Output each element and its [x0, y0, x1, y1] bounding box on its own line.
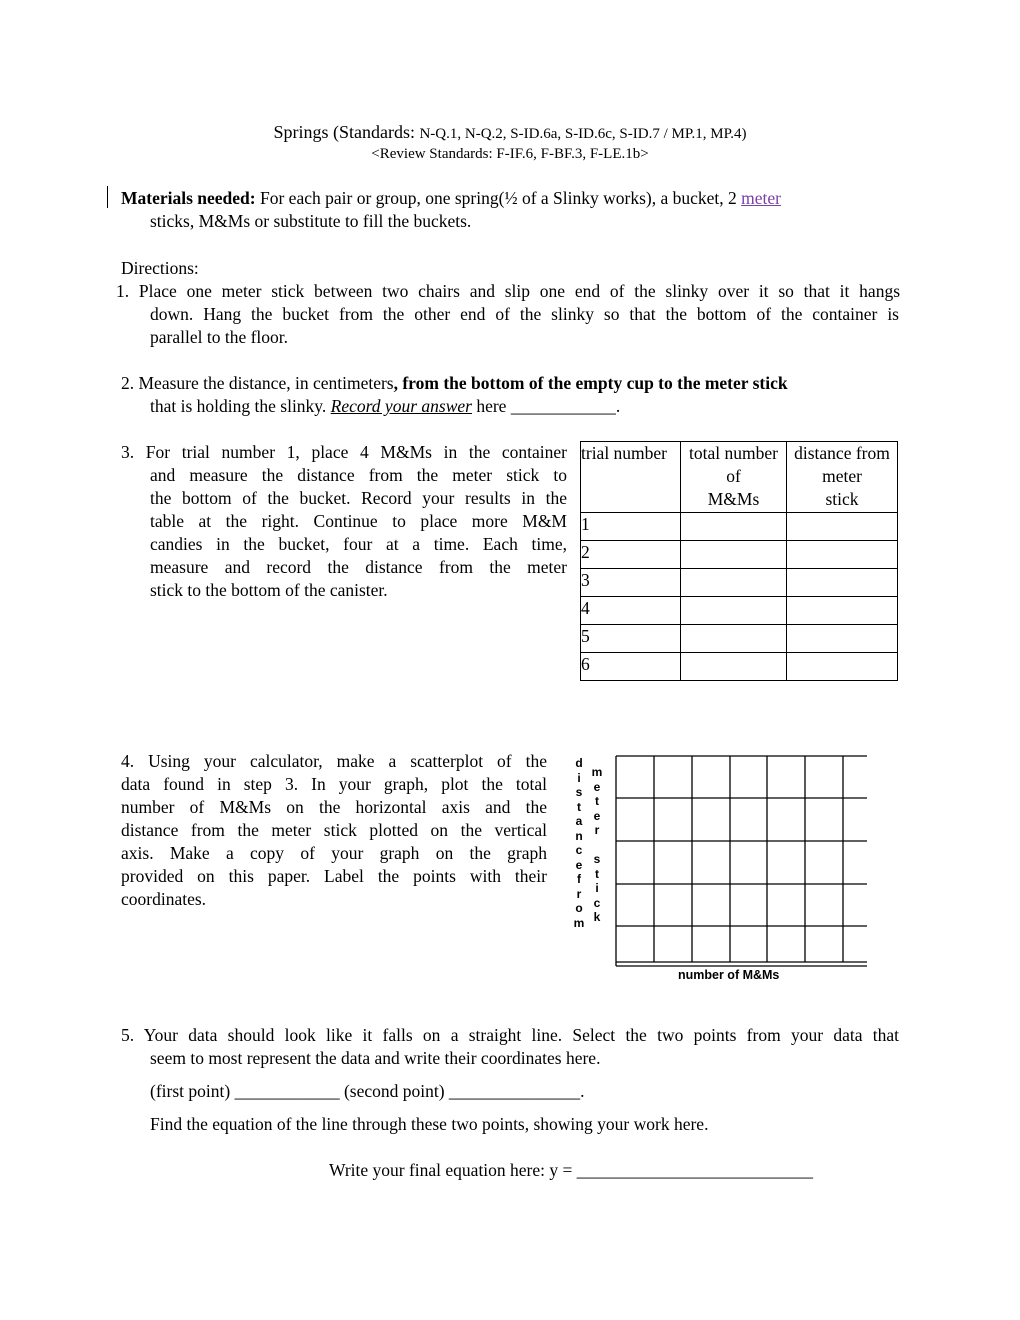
directions-heading: Directions: — [121, 258, 199, 278]
blank-graph-grid — [610, 750, 872, 972]
step4-line-6: provided on this paper. Label the points with their — [121, 866, 547, 886]
distance-cell[interactable] — [787, 653, 898, 681]
step3-line-3: the bottom of the bucket. Record your results in the — [150, 488, 567, 508]
mms-cell[interactable] — [681, 513, 787, 541]
step1-line-1: 1. Place one meter stick between two chairs and slip one end of the slinky over it so that it hangs — [116, 281, 900, 301]
step3-line-6: measure and record the distance from the meter — [150, 557, 567, 577]
table-row — [581, 597, 898, 625]
table-row — [581, 653, 898, 681]
grid-lines — [616, 756, 867, 966]
table-header-row — [581, 442, 898, 513]
step1-line-3: parallel to the floor. — [150, 327, 289, 347]
review-standards: <Review Standards: F-IF.6, F-BF.3, F-LE.1b> — [371, 146, 649, 162]
distance-cell[interactable] — [787, 625, 898, 653]
mms-cell[interactable] — [681, 597, 787, 625]
table-row — [581, 569, 898, 597]
y-axis-label-distance-from: d i s t a n c e f r o m — [573, 756, 585, 930]
step1-line-2: down. Hang the bucket from the other end of the slinky so that the bottom of the container is — [150, 304, 899, 324]
step2-line-1: 2. Measure the distance, in centimeters, from the bottom of the empty cup to the meter stick — [121, 373, 788, 393]
step3-line-1: 3. For trial number 1, place 4 M&Ms in the container — [121, 442, 567, 462]
mms-cell[interactable] — [681, 541, 787, 569]
trial-cell: 1 — [581, 513, 681, 541]
trial-table — [580, 441, 898, 681]
step4-line-4: distance from the meter stick plotted on the vertical — [121, 820, 547, 840]
change-bar — [107, 186, 108, 208]
step3-line-2: and measure the distance from the meter stick to — [150, 465, 567, 485]
points-line[interactable]: (first point) ____________ (second point) _______________. — [150, 1081, 585, 1101]
header-distance: distance from meter stick — [787, 442, 898, 513]
step4-line-2: data found in step 3. In your graph, plot the total — [121, 774, 547, 794]
step3-line-7: stick to the bottom of the canister. — [150, 580, 388, 600]
step5-line-1: 5. Your data should look like it falls on a straight line. Select the two points from your data that — [121, 1025, 899, 1045]
materials-line-1: Materials needed: For each pair or group, one spring(½ of a Slinky works), a bucket, 2 meter — [121, 188, 781, 208]
table-row — [581, 541, 898, 569]
step4-line-7: coordinates. — [121, 889, 207, 909]
trial-cell: 3 — [581, 569, 681, 597]
header-total-mms: total number of M&Ms — [681, 442, 787, 513]
step5-line-2: seem to most represent the data and write their coordinates here. — [150, 1048, 601, 1068]
table-row — [581, 513, 898, 541]
trial-cell: 5 — [581, 625, 681, 653]
distance-cell[interactable] — [787, 513, 898, 541]
final-equation-line[interactable]: Write your final equation here: y = ___________________________ — [329, 1160, 814, 1180]
mms-cell[interactable] — [681, 653, 787, 681]
mms-cell[interactable] — [681, 625, 787, 653]
x-axis-label: number of M&Ms — [678, 968, 780, 982]
step4-line-3: number of M&Ms on the horizontal axis and the — [121, 797, 547, 817]
meter-link[interactable]: meter — [741, 188, 781, 208]
trial-cell: 2 — [581, 541, 681, 569]
trial-cell: 4 — [581, 597, 681, 625]
mms-cell[interactable] — [681, 569, 787, 597]
distance-cell[interactable] — [787, 597, 898, 625]
trial-cell: 6 — [581, 653, 681, 681]
distance-cell[interactable] — [787, 569, 898, 597]
page-title: Springs (Standards: N-Q.1, N-Q.2, S-ID.6a, S-ID.6c, S-ID.7 / MP.1, MP.4) — [273, 122, 747, 142]
step3-line-5: candies in the bucket, four at a time. Each time, — [150, 534, 567, 554]
step3-line-4: table at the right. Continue to place more M&M — [150, 511, 567, 531]
step4-line-5: axis. Make a copy of your graph on the graph — [121, 843, 547, 863]
header-trial-number: trial number — [581, 442, 681, 513]
y-axis-label-meter-stick: m e t e r s t i c k — [591, 765, 603, 924]
table-row — [581, 625, 898, 653]
distance-cell[interactable] — [787, 541, 898, 569]
find-equation-line: Find the equation of the line through these two points, showing your work here. — [150, 1114, 709, 1134]
materials-line-2: sticks, M&Ms or substitute to fill the buckets. — [150, 211, 472, 231]
step2-line-2: that is holding the slinky. Record your answer here ____________. — [150, 396, 621, 416]
step4-line-1: 4. Using your calculator, make a scatterplot of the — [121, 751, 547, 771]
